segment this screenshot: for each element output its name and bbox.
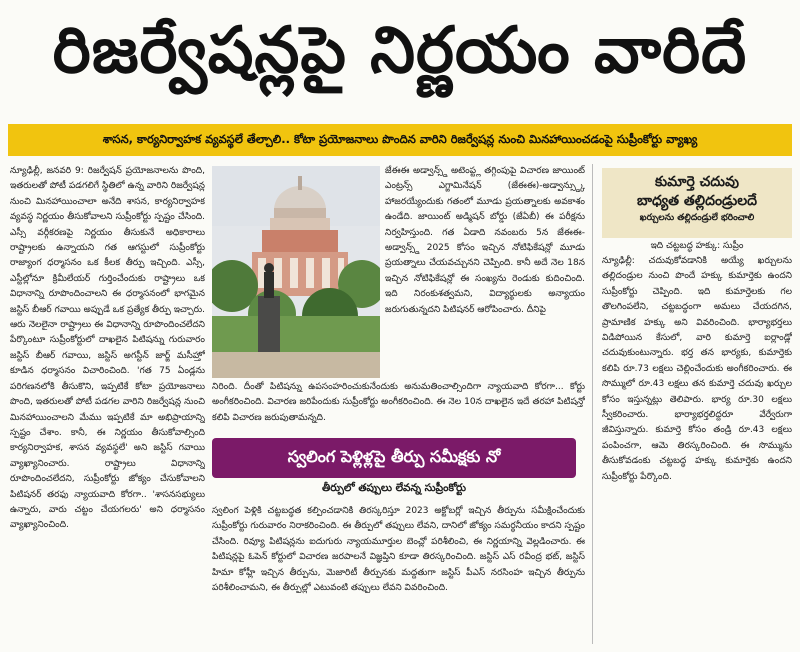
sidebar-title: కుమార్తె చదువు — [655, 174, 739, 190]
subheadline: శాసన, కార్యనిర్వాహక వ్యవస్థలే తేల్చాలి.. కోటా ప్రయోజనాలు పొందిన వారిని రిజర్వేషన్ల నుంచి మినహాయించడంపై సుప్రీంకోర్టు వ్యాఖ్య — [102, 131, 698, 146]
sidebar-article — [602, 168, 792, 644]
article-column-1: న్యూఢిల్లీ, జనవరి 9: రిజర్వేషన్ ప్రయోజనాలను పొంది, ఇతరులతో పోటీ పడగలిగే స్థితిలో ఉన్న వారిని రిజర్వేషన్ల నుంచి మినహాయించాలా అనేది శాసన, కార్యనిర్వాహక వ్యవస్థ నిర్ణయం తీసుకోవాలని సుప్రీంకోర్టు స్పష్టం చేసింది. ఎస్సీ వర్గీకరణపై నిర్ణయం తీసుకునే అధికారాలు రాష్ట్రాలకు ఉన్నాయని గత ఆగస్టులో సుప్రీంకోర్టు రాజ్యాంగ ధర్మాసనం ఒక కీలక తీర్పు ఇచ్చింది. ఎస్సీ, ఎస్టీల్లోనూ క్రిమీలేయర్ గుర్తించేందుకు రాష్ట్రాలు ఒక విధానాన్ని రూపొందించాలని ఈ ధర్మాసనంలో భాగమైన జస్టిస్ బీఆర్ గవాయి అప్పుడే ఒక ప్రత్యేక తీర్పు ఇచ్చారు. ఆరు నెలలైనా రాష్ట్రాలు ఈ విధానాన్ని రూపొందించలేదని పేర్కొంటూ సుప్రీంకోర్టులో దాఖలైన పిటిషన్ను గురువారం జస్టిస్ బీఆర్ గవాయి, జస్టిస్ అగస్టీన్ జార్జ్ మసీహ్తో కూడిన ధర్మాసనం విచారించింది. 'గత 75 ఏండ్లను పరిగణనలోకి తీసుకొని, ఇప్పటికే కోటా ప్రయోజనాలు పొంది, ఇతరులతో పోటీ పడగల వారిని రిజర్వేషన్ల నుంచి మినహాయించాలని మేము ఇప్పటికే మా అభిప్రాయాన్ని స్పష్టం చేశాం. కానీ, ఈ నిర్ణయం తీసుకోవాల్సింది కార్యనిర్వాహక, శాసన వ్యవస్థలే' అని జస్టిస్ గవాయి వ్యాఖ్యానించారు. రాష్ట్రాలు విధానాన్ని రూపొందించలేదని, సుప్రీంకోర్టు జోక్యం చేసుకోవాలని పిటిషనర్ తరఫు న్యాయవాది కోరగా.. 'శాసనసభ్యులు ఉన్నారు, వారు చట్టం చేయగలరు' అని ధర్మాసనం వ్యాఖ్యానించింది. — [10, 166, 205, 531]
sidebar-header — [602, 168, 792, 238]
review-heading: స్వలింగ పెళ్లిళ్లపై తీర్పు సమీక్షకు నో — [287, 446, 501, 466]
review-heading-box — [212, 438, 576, 478]
article-column-2: జేఈఈ అడ్వాన్స్డ్ అటెంప్ట్ల తగ్గింపుపై విచారణ జాయింట్ ఎంట్రన్స్ ఎగ్జామినేషన్ (జేఈఈ)-అడ్వాన్స్డ్కు హాజరయ్యేందుకు గతంలో మూడు ప్రయత్నాలకు అవకాశం ఉండేది. జాయింట్ అడ్మిషన్ బోర్డు (జేఏబీ) ఈ పరీక్షను నిర్వహిస్తుంది. గత ఏడాది నవంబరు 5న జేఈఈ-అడ్వాన్స్డ్ 2025 కోసం ఇచ్చిన నోటిఫికేషన్లో మూడు ప్రయత్నాలు చేయవచ్చునని చెప్పింది. కానీ అదే నెల 18న ఇచ్చిన నోటిఫికేషన్లో ఈ సంఖ్యను రెండుకు కుదించింది. ఇది నిరంకుశత్వమని, విద్యార్థులకు అన్యాయం జరుగుతున్నదని పిటిషనర్ ఆరోపించారు. దీనిపై — [385, 166, 585, 315]
jee-article-continued: నిరింది. దీంతో పిటిషన్ను ఉపసంహరించుకునేందుకు అనుమతించాల్సిందిగా న్యాయవాది కోరగా... కోర్టు అంగీకరించింది. విచారణ జరిపేందుకు సుప్రీంకోర్టు అంగీకరించింది. ఈ నెల 10న దాఖలైన ఇదే తరహా పిటిషన్తో కలిపి విచారణ జరుపుతామన్నది. — [212, 382, 585, 423]
column-divider — [592, 164, 593, 644]
supreme-court-photo — [212, 166, 380, 378]
review-subheading: తీర్పులో తప్పులు లేవన్న సుప్రీంకోర్టు — [321, 482, 467, 494]
headline: రిజర్వేషన్లపై నిర్ణయం వారిదే — [52, 13, 748, 88]
sidebar-body: న్యూఢిల్లీ: చదువుకోవడానికి అయ్యే ఖర్చులను తల్లిదండ్రుల నుంచి పొందే హక్కు కుమార్తెకు ఉందని సుప్రీంకోర్టు చెప్పింది. ఇది కుమార్తెలకు గల తొలగింపలేని, చట్టబద్ధంగా అమలు చేయదగిన, ప్రామాణిక హక్కు అని వివరించింది. భార్యాభర్తలు విడిపోయిన కేసులో, వారి కుమార్తె ఐర్లాండ్లో చదువుకుంటున్నారు. భర్త తన భార్యకు, కుమార్తెకు కలిపి రూ.73 లక్షలు చెల్లించేందుకు అంగీకరించారు. ఈ సొమ్ములో రూ.43 లక్షలు తన కుమార్తె చదువు ఖర్చుల కోసం ఇస్తున్నట్లు తెలిపారు. భార్య రూ.30 లక్షలు స్వీకరించారు. భార్యాభర్తలిద్దరూ వేర్వేరుగా జీవిస్తున్నారు. కుమార్తె కోసం తండ్రి రూ.43 లక్షలు పంపించగా, ఆమె తిరస్కరించింది. ఈ సొమ్మును తీసుకోవడంకు చట్టబద్ధ హక్కు కుమార్తెకు ఉందని సుప్రీంకోర్టు పేర్కొంది. — [602, 256, 792, 482]
subheadline-banner — [8, 124, 792, 156]
sidebar-tag: ఇది చట్టబద్ధ హక్కు: సుప్రీం — [650, 241, 744, 251]
supreme-court-image — [212, 166, 380, 378]
sidebar-title-line2: బాధ్యత తల్లిదండ్రులదే — [636, 193, 758, 209]
sidebar-subtitle: ఖర్చులను తల్లిదండ్రులే భరించాలి — [639, 213, 755, 223]
review-article-body: స్వలింగ పెళ్లికి చట్టబద్ధత కల్పించడానికి తిరస్కరిస్తూ 2023 అక్టోబర్లో ఇచ్చిన తీర్పును సమీక్షించేందుకు సుప్రీంకోర్టు గురువారం నిరాకరించింది. ఈ తీర్పులో తప్పులు లేవని, దానిలో జోక్యం సమర్థనీయం కాదని స్పష్టం చేసింది. రివ్యూ పిటిషన్లను ఐదుగురు న్యాయమూర్తుల బెంచ్లో పరిశీలించి, ఈ నిర్ణయాన్ని వెల్లడించారు. ఈ పిటిషన్లపై ఓపెన్ కోర్టులో విచారణ జరపాలనే విజ్ఞప్తిని కూడా తిరస్కరించింది. జస్టిస్ ఎస్ రవీంద్ర భట్, జస్టిస్ హిమా కోహ్లీ ఇచ్చిన తీర్పును, మెజారిటీ తీర్పునకు మద్దతుగా జస్టిస్ పీఎస్ నరసింహ ఇచ్చిన తీర్పును పరిశీలించామని, ఈ తీర్పుల్లో ఎటువంటి తప్పులు లేవని వివరించింది. — [212, 506, 585, 594]
